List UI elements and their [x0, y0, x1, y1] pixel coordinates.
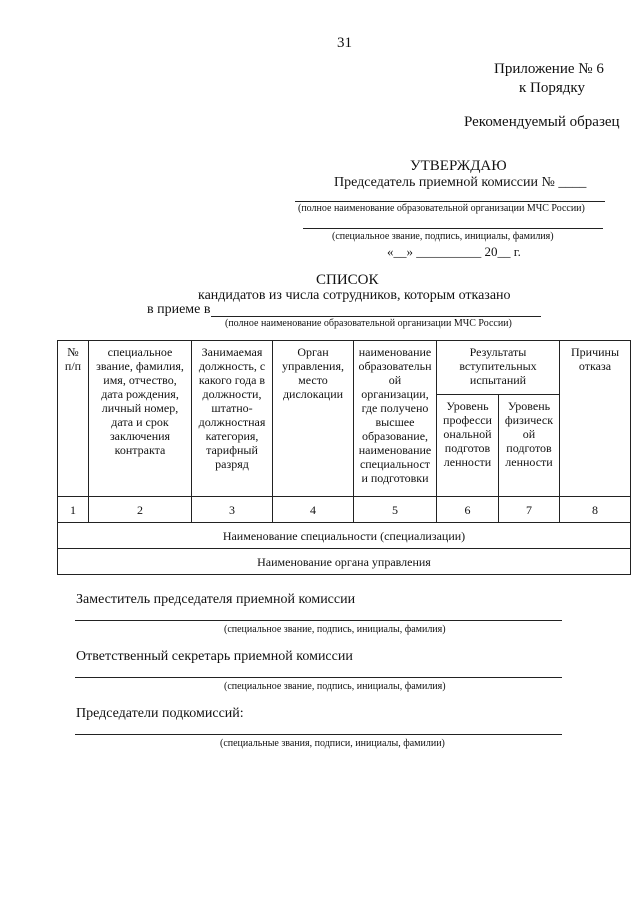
admission-org-caption: (полное наименование образовательной организации МЧС России) [225, 318, 512, 329]
sample-label: Рекомендуемый образец [464, 114, 620, 130]
column-number: 8 [560, 497, 631, 523]
column-number: 7 [499, 497, 560, 523]
org-name-line [295, 201, 605, 202]
org-name-caption: (полное наименование образовательной организации МЧС России) [298, 203, 585, 214]
admission-org-line [211, 316, 541, 317]
header-exam-results: Результаты вступительных испытаний [437, 341, 560, 395]
approval-chair: Председатель приемной комиссии № ____ [334, 175, 587, 190]
secretary-label: Ответственный секретарь приемной комиссии [76, 649, 353, 664]
column-number: 4 [273, 497, 354, 523]
header-row-number: № п/п [58, 341, 89, 497]
deputy-chair-label: Заместитель председателя приемной комиссии [76, 592, 356, 607]
column-number: 6 [437, 497, 499, 523]
approval-title: УТВЕРЖДАЮ [410, 158, 507, 174]
sub-chairs-signature-line [75, 734, 562, 735]
column-number: 5 [354, 497, 437, 523]
appendix-reference: к Порядку [519, 80, 585, 96]
authority-row: Наименование органа управления [58, 549, 631, 575]
admission-label: в приеме в [147, 302, 211, 317]
approval-date: «__» __________ 20__ г. [387, 244, 521, 259]
secretary-signature-line [75, 677, 562, 678]
column-number: 1 [58, 497, 89, 523]
approver-signature-caption: (специальное звание, подпись, инициалы, фамилия) [332, 231, 554, 242]
appendix-number: Приложение № 6 [494, 61, 604, 77]
list-title: СПИСОК [316, 272, 379, 288]
header-candidate-details: специальное звание, фамилия, имя, отчество, дата рождения, личный номер, дата и срок заключения контракта [89, 341, 192, 497]
deputy-signature-line [75, 620, 562, 621]
column-number: 2 [89, 497, 192, 523]
sub-chairs-signature-caption: (специальные звания, подписи, инициалы, фамилии) [220, 738, 445, 749]
sub-chairs-label: Председатели подкомиссий: [76, 706, 244, 721]
header-authority: Орган управления, место дислокации [273, 341, 354, 497]
page-number: 31 [337, 35, 352, 51]
header-education: наименование образовательн ой организации, где получено высшее образование, наименование специальност и подготовки [354, 341, 437, 497]
secretary-signature-caption: (специальное звание, подпись, инициалы, фамилия) [224, 681, 446, 692]
list-subtitle: кандидатов из числа сотрудников, которым отказано [198, 288, 511, 303]
candidates-table [57, 340, 631, 575]
header-professional-level: Уровень професси ональной подготов ленности [437, 395, 499, 497]
deputy-signature-caption: (специальное звание, подпись, инициалы, фамилия) [224, 624, 446, 635]
approver-signature-line [303, 228, 603, 229]
header-reasons: Причины отказа [560, 341, 631, 497]
header-position: Занимаемая должность, с какого года в должности, штатно- должностная категория, тарифный разряд [192, 341, 273, 497]
header-physical-level: Уровень физическ ой подготов ленности [499, 395, 560, 497]
column-number: 3 [192, 497, 273, 523]
specialty-row: Наименование специальности (специализации) [58, 523, 631, 549]
